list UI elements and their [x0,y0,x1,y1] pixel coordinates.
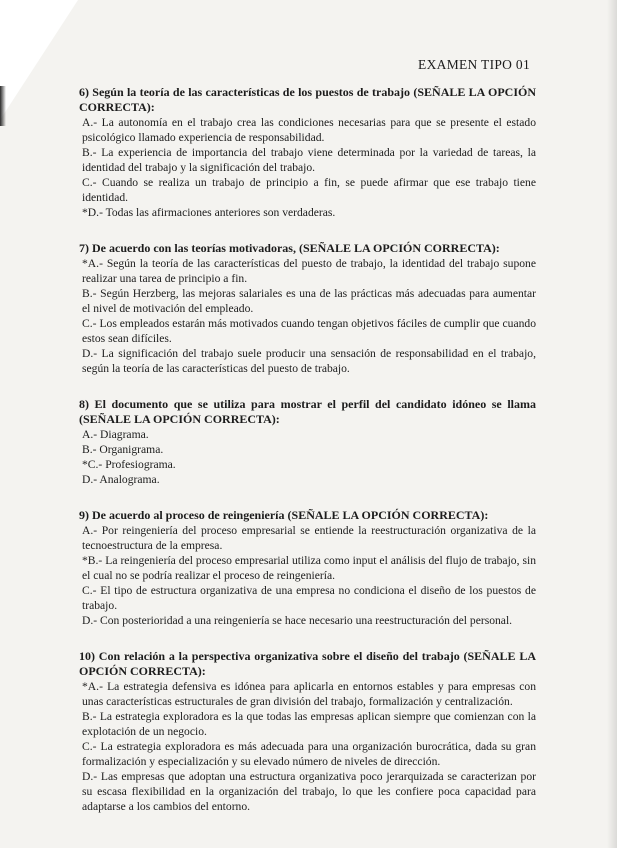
option-c: C.- El tipo de estructura organizativa de una empresa no condiciona el diseño de los puestos de trabajo. [82,584,536,612]
option-d: D.- Las empresas que adoptan una estructura organizativa poco jerarquizada se caracterizan por su escasa flexibilidad en la organización del trabajo, lo que les confiere poca capacidad para adaptarse a los cambios del entorno. [82,770,536,813]
question-8 [79,397,536,487]
option-a: A.- Por reingeniería del proceso empresarial se entiende la reestructuración organizativa de la tecnoestructura de la empresa. [82,524,536,552]
option-b: B.- Organigrama. [82,443,164,456]
option-c: C.- La estrategia exploradora es más adecuada para una organización burocrática, dada su gran formalización y especialización y su elevado número de niveles de dirección. [82,740,536,768]
option-c: *C.- Profesiograma. [82,458,176,471]
question-6 [79,85,536,220]
option-b: *B.- La reingeniería del proceso empresarial utiliza como input el análisis del flujo de trabajo, sin el cual no se podría realizar el proceso de reingeniería. [82,554,536,582]
option-a: *A.- La estrategia defensiva es idónea para aplicarla en entornos estables y para empresas con unas características estructurales de gran división del trabajo, formalización y centralización. [82,680,536,708]
page-edge-shadow [607,0,617,848]
option-d: D.- Analograma. [82,473,160,486]
question-title: 8) El documento que se utiliza para mostrar el perfil del candidato idóneo se llama (SEÑALE LA OPCIÓN CORRECTA): [79,397,536,426]
folded-corner [0,0,78,120]
questions-list [79,85,536,814]
question-9 [79,508,536,628]
option-c: C.- Los empleados estarán más motivados cuando tengan objetivos fáciles de cumplir que cuando estos sean difíciles. [82,317,536,345]
exam-header: EXAMEN TIPO 01 [418,57,530,72]
question-title: 7) De acuerdo con las teorías motivadoras, (SEÑALE LA OPCIÓN CORRECTA): [79,241,500,255]
option-c: C.- Cuando se realiza un trabajo de principio a fin, se puede afirmar que ese trabajo tiene identidad. [82,176,536,204]
option-d: D.- Con posterioridad a una reingeniería se hace necesario una reestructuración del personal. [82,614,513,627]
question-7 [79,241,536,376]
question-title: 10) Con relación a la perspectiva organizativa sobre el diseño del trabajo (SEÑALE LA OPCIÓN CORRECTA): [79,649,536,678]
option-d: *D.- Todas las afirmaciones anteriores son verdaderas. [82,206,336,219]
question-title: 9) De acuerdo al proceso de reingeniería (SEÑALE LA OPCIÓN CORRECTA): [79,508,489,522]
question-title: 6) Según la teoría de las características de los puestos de trabajo (SEÑALE LA OPCIÓN CORRECTA): [79,85,536,114]
option-a: *A.- Según la teoría de las características del puesto de trabajo, la identidad del trabajo supone realizar una tarea de principio a fin. [82,257,536,285]
corner-shadow [0,86,6,126]
question-10 [79,649,536,814]
option-a: A.- La autonomía en el trabajo crea las condiciones necesarias para que se presente el estado psicológico llamado experiencia de responsabilidad. [82,116,536,144]
option-b: B.- La estrategia exploradora es la que todas las empresas aplican siempre que comienzan con la explotación de un negocio. [82,710,536,738]
option-b: B.- Según Herzberg, las mejoras salariales es una de las prácticas más adecuadas para aumentar el nivel de motivación del empleado. [82,287,536,315]
option-d: D.- La significación del trabajo suele producir una sensación de responsabilidad en el trabajo, según la teoría de las características del puesto de trabajo. [82,347,536,375]
option-a: A.- Diagrama. [82,428,149,441]
option-b: B.- La experiencia de importancia del trabajo viene determinada por la variedad de tareas, la identidad del trabajo y la significación del trabajo. [82,146,536,174]
